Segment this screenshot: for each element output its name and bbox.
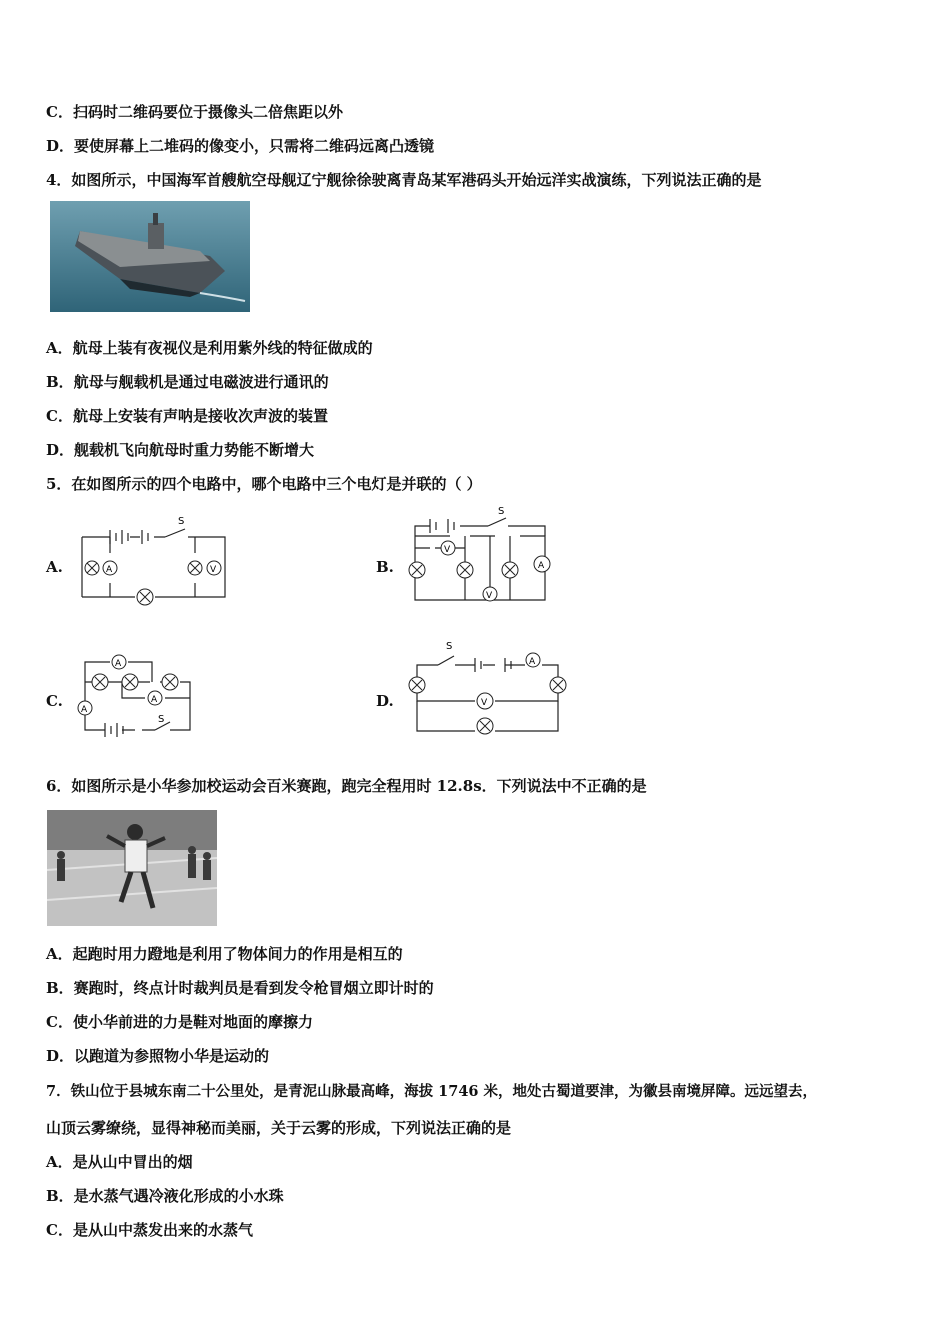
- q6-option-c: C．使小华前进的力是鞋对地面的摩擦力: [46, 1013, 313, 1031]
- circuit-c-lamp-2: [122, 674, 138, 690]
- circuit-b-lamp-3: [502, 562, 518, 578]
- circuit-d-lamp-1: [409, 677, 425, 693]
- circuit-c-lamp-3: [162, 674, 178, 690]
- q7-stem-line-1: 7．铁山位于县城东南二十公里处，是青泥山脉最高峰，海拔 1746 米，地处古蜀道要津，为徽县南境屏障。远远望去，: [46, 1083, 818, 1100]
- circuit-d-lamp-3: [477, 718, 493, 734]
- circuit-a-voltmeter: [207, 561, 221, 575]
- circuit-a-ammeter: [103, 561, 117, 575]
- circuit-c-switch-label: S: [158, 714, 165, 725]
- circuit-d-lamp-2: [550, 677, 566, 693]
- circuit-b-diagram: [400, 506, 560, 606]
- svg-text:A: A: [115, 659, 122, 669]
- circuit-a-lamp-3: [137, 589, 153, 605]
- circuit-d-ammeter: [526, 653, 540, 667]
- circuit-b-lamp-1: [409, 562, 425, 578]
- q4-option-b: B．航母与舰载机是通过电磁波进行通讯的: [46, 373, 329, 391]
- q7-option-c: C．是从山中蒸发出来的水蒸气: [46, 1221, 253, 1239]
- circuit-b-voltmeter-2: [483, 587, 497, 601]
- circuit-d-voltmeter: [477, 693, 493, 709]
- circuit-b-switch-label: S: [498, 506, 505, 517]
- q5-stem: 5．在如图所示的四个电路中，哪个电路中三个电灯是并联的（ ）: [46, 475, 482, 493]
- sprint-race-photo: [47, 810, 217, 926]
- q5-label-d: D.: [376, 692, 394, 710]
- q6-option-a: A．起跑时用力蹬地是利用了物体间力的作用是相互的: [46, 945, 403, 963]
- circuit-b-ammeter: [534, 556, 550, 572]
- circuit-a-switch-label: S: [178, 516, 185, 527]
- q7-stem-line-2: 山顶云雾缭绕，显得神秘而美丽，关于云雾的形成，下列说法正确的是: [46, 1119, 512, 1137]
- svg-text:V: V: [444, 545, 451, 555]
- circuit-a-lamp-2: [188, 561, 202, 575]
- q7-option-b: B．是水蒸气遇冷液化形成的小水珠: [46, 1187, 284, 1205]
- q5-label-b: B.: [376, 558, 394, 576]
- q3-option-d: D．要使屏幕上二堆码的像变小，只需将二维码远离凸透镜: [46, 137, 435, 155]
- circuit-b-lamp-2: [457, 562, 473, 578]
- circuit-d-diagram: [400, 637, 575, 739]
- circuit-c-lamp-1: [92, 674, 108, 690]
- svg-text:V: V: [486, 591, 493, 601]
- circuit-c-ammeter-left: [78, 701, 92, 715]
- q7-option-a: A．是从山中冒出的烟: [46, 1153, 193, 1171]
- svg-text:A: A: [151, 695, 158, 705]
- circuit-b-voltmeter-1: [441, 541, 455, 555]
- q4-option-d: D．舰载机飞向航母时重力势能不断增大: [46, 441, 315, 459]
- circuit-c-ammeter-mid: [148, 691, 162, 705]
- svg-text:A: A: [538, 561, 545, 571]
- svg-text:V: V: [481, 698, 488, 708]
- svg-text:A: A: [81, 705, 88, 715]
- q4-option-a: A．航母上装有夜视仪是利用紫外线的特征做成的: [46, 339, 373, 357]
- q5-label-c: C.: [46, 692, 63, 710]
- q6-option-d: D．以跑道为参照物小华是运动的: [46, 1047, 270, 1065]
- q3-option-c: C．扫码时二维码要位于摄像头二倍焦距以外: [46, 103, 343, 121]
- circuit-c-diagram: [70, 650, 200, 738]
- q6-stem: 6．如图所示是小华参加校运动会百米赛跑，跑完全程用时 12.8s．下列说法中不正确的是: [46, 777, 647, 795]
- circuit-c-ammeter-top: [112, 655, 126, 669]
- svg-text:A: A: [529, 657, 536, 667]
- q5-label-a: A.: [46, 558, 63, 576]
- q4-stem: 4．如图所示，中国海军首艘航空母舰辽宁舰徐徐驶离青岛某军港码头开始远洋实战演练，下列说法正确的是: [46, 171, 762, 189]
- aircraft-carrier-photo: [50, 201, 250, 312]
- q4-option-c: C．航母上安装有声呐是接收次声波的装置: [46, 407, 328, 425]
- q6-option-b: B．赛跑时，终点计时裁判员是看到发令枪冒烟立即计时的: [46, 979, 434, 997]
- circuit-a-lamp-1: [85, 561, 99, 575]
- circuit-d-switch-label: S: [446, 641, 453, 652]
- svg-text:A: A: [106, 565, 113, 575]
- svg-text:V: V: [210, 565, 217, 575]
- circuit-a-diagram: [70, 512, 240, 607]
